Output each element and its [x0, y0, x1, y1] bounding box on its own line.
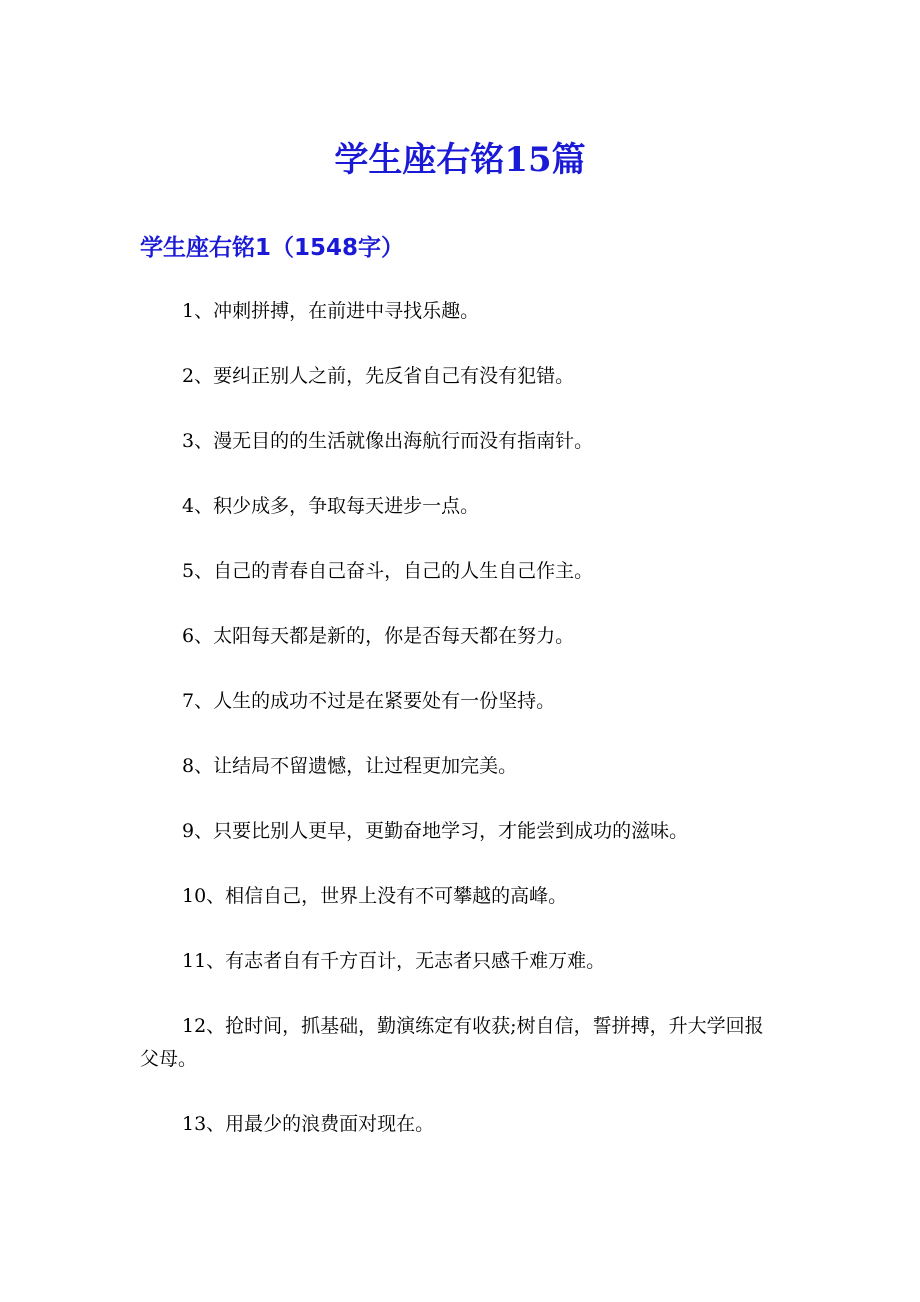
document-title: 学生座右铭15篇	[334, 140, 586, 180]
list-item: 5、自己的青春自己奋斗，自己的人生自己作主。	[182, 560, 594, 582]
section-heading: 学生座右铭1（1548字）	[140, 235, 405, 261]
list-item: 7、人生的成功不过是在紧要处有一份坚持。	[182, 690, 556, 712]
list-item: 9、只要比别人更早，更勤奋地学习，才能尝到成功的滋味。	[182, 820, 689, 842]
list-item: 4、积少成多，争取每天进步一点。	[182, 495, 480, 517]
list-item: 8、让结局不留遗憾，让过程更加完美。	[182, 755, 518, 777]
list-item: 1、冲刺拼搏，在前进中寻找乐趣。	[182, 300, 480, 322]
list-item: 10、相信自己，世界上没有不可攀越的高峰。	[182, 885, 568, 907]
motto-list	[140, 295, 780, 1173]
list-item: 6、太阳每天都是新的，你是否每天都在努力。	[182, 625, 575, 647]
list-item: 12、抢时间，抓基础，勤演练定有收获;树自信，誓拼搏，升大学回报父母。	[140, 1015, 764, 1070]
list-item: 13、用最少的浪费面对现在。	[182, 1112, 435, 1135]
list-item: 11、有志者自有千方百计，无志者只感千难万难。	[182, 950, 606, 972]
list-item: 3、漫无目的的生活就像出海航行而没有指南针。	[182, 430, 594, 452]
list-item: 2、要纠正别人之前，先反省自己有没有犯错。	[182, 365, 575, 387]
